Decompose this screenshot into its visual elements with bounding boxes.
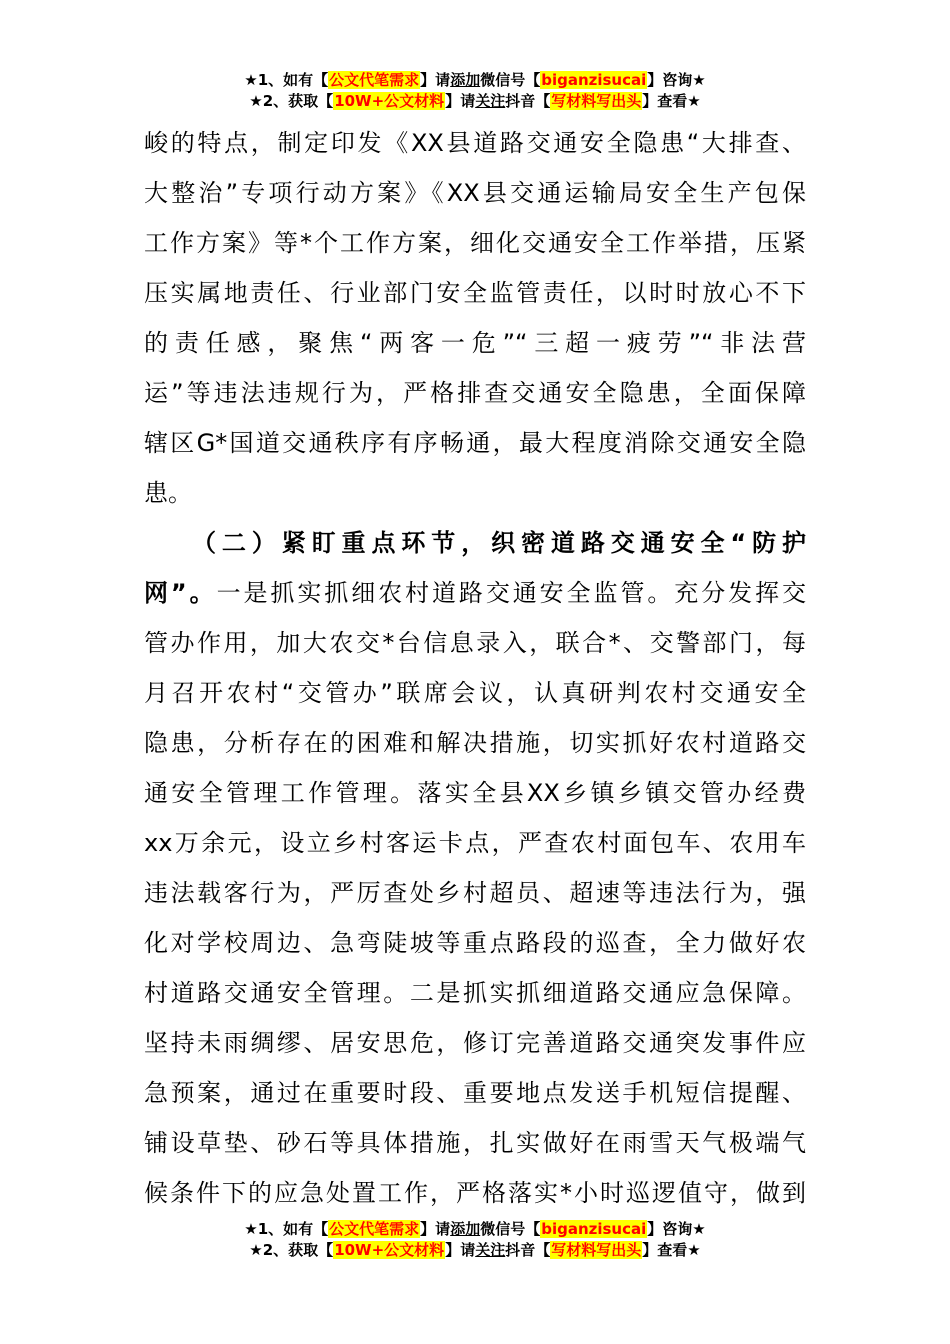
text-line: 违法载客行为，严厉查处乡村超员、超速等违法行为，强 [144, 879, 806, 907]
text-line: 坚持未雨绸缪、居安思危，修订完善道路交通突发事件应 [144, 1029, 806, 1057]
text-line: 的责任感，聚焦“两客一危”“三超一疲劳”“非法营 [144, 329, 806, 357]
text-line: 月召开农村“交管办”联席会议，认真研判农村交通安全 [144, 679, 806, 707]
text-line: 网”。一是抓实抓细农村道路交通安全监管。充分发挥交 [144, 579, 806, 607]
footer-promo-banner [0, 1219, 950, 1261]
promo-line-2: ★2、获取【10W+公文材料】请关注抖音【写材料写出头】查看★ [249, 92, 701, 110]
promo-line-1: ★1、如有【公文代笔需求】请添加微信号【biganzisucai】咨询★ [244, 71, 706, 89]
promo-highlight: 公文代笔需求 [329, 1220, 420, 1238]
section-heading: （二）紧盯重点环节，织密道路交通安全“防护 [192, 529, 806, 557]
promo-highlight: 10W+公文材料 [334, 1241, 445, 1259]
section-heading-tail: 网”。 [144, 579, 217, 607]
text-line: 辖区G*国道交通秩序有序畅通，最大程度消除交通安全隐 [144, 429, 806, 457]
paragraph-1 [144, 118, 806, 518]
text-line: 压实属地责任、行业部门安全监管责任，以时时放心不下 [144, 279, 806, 307]
text-line: 管办作用，加大农交*台信息录入，联合*、交警部门，每 [144, 629, 806, 657]
document-body [144, 118, 806, 1218]
promo-highlight: 公文代笔需求 [329, 71, 420, 89]
promo-highlight: 写材料写出头 [551, 1241, 642, 1259]
text-line: 村道路交通安全管理。二是抓实抓细道路交通应急保障。 [144, 979, 806, 1007]
text-line: 患。 [144, 479, 192, 507]
text-line: 大整治”专项行动方案》《XX县交通运输局安全生产包保 [144, 179, 806, 207]
promo-highlight: 10W+公文材料 [334, 92, 445, 110]
text-line: 运”等违法违规行为，严格排查交通安全隐患，全面保障 [144, 379, 806, 407]
text-line: xx万余元，设立乡村客运卡点，严查农村面包车、农用车 [144, 829, 806, 857]
text-line: 急预案，通过在重要时段、重要地点发送手机短信提醒、 [144, 1079, 806, 1107]
text-line: 铺设草垫、砂石等具体措施，扎实做好在雨雪天气极端气 [144, 1129, 806, 1157]
text-line: 隐患，分析存在的困难和解决措施，切实抓好农村道路交 [144, 729, 806, 757]
paragraph-2 [144, 518, 806, 1218]
promo-line-2: ★2、获取【10W+公文材料】请关注抖音【写材料写出头】查看★ [249, 1241, 701, 1259]
header-promo-banner [0, 70, 950, 112]
text-line: 通安全管理工作管理。落实全县XX乡镇乡镇交管办经费 [144, 779, 806, 807]
promo-highlight: biganzisucai [541, 71, 647, 89]
promo-highlight: biganzisucai [541, 1220, 647, 1238]
promo-line-1: ★1、如有【公文代笔需求】请添加微信号【biganzisucai】咨询★ [244, 1220, 706, 1238]
text-line: 化对学校周边、急弯陡坡等重点路段的巡查，全力做好农 [144, 929, 806, 957]
text-line: 工作方案》等*个工作方案，细化交通安全工作举措，压紧 [144, 229, 806, 257]
promo-highlight: 写材料写出头 [551, 92, 642, 110]
text-line: 峻的特点，制定印发《XX县道路交通安全隐患“大排查、 [144, 129, 806, 157]
text-line: 候条件下的应急处置工作，严格落实*小时巡逻值守，做到 [144, 1179, 806, 1207]
